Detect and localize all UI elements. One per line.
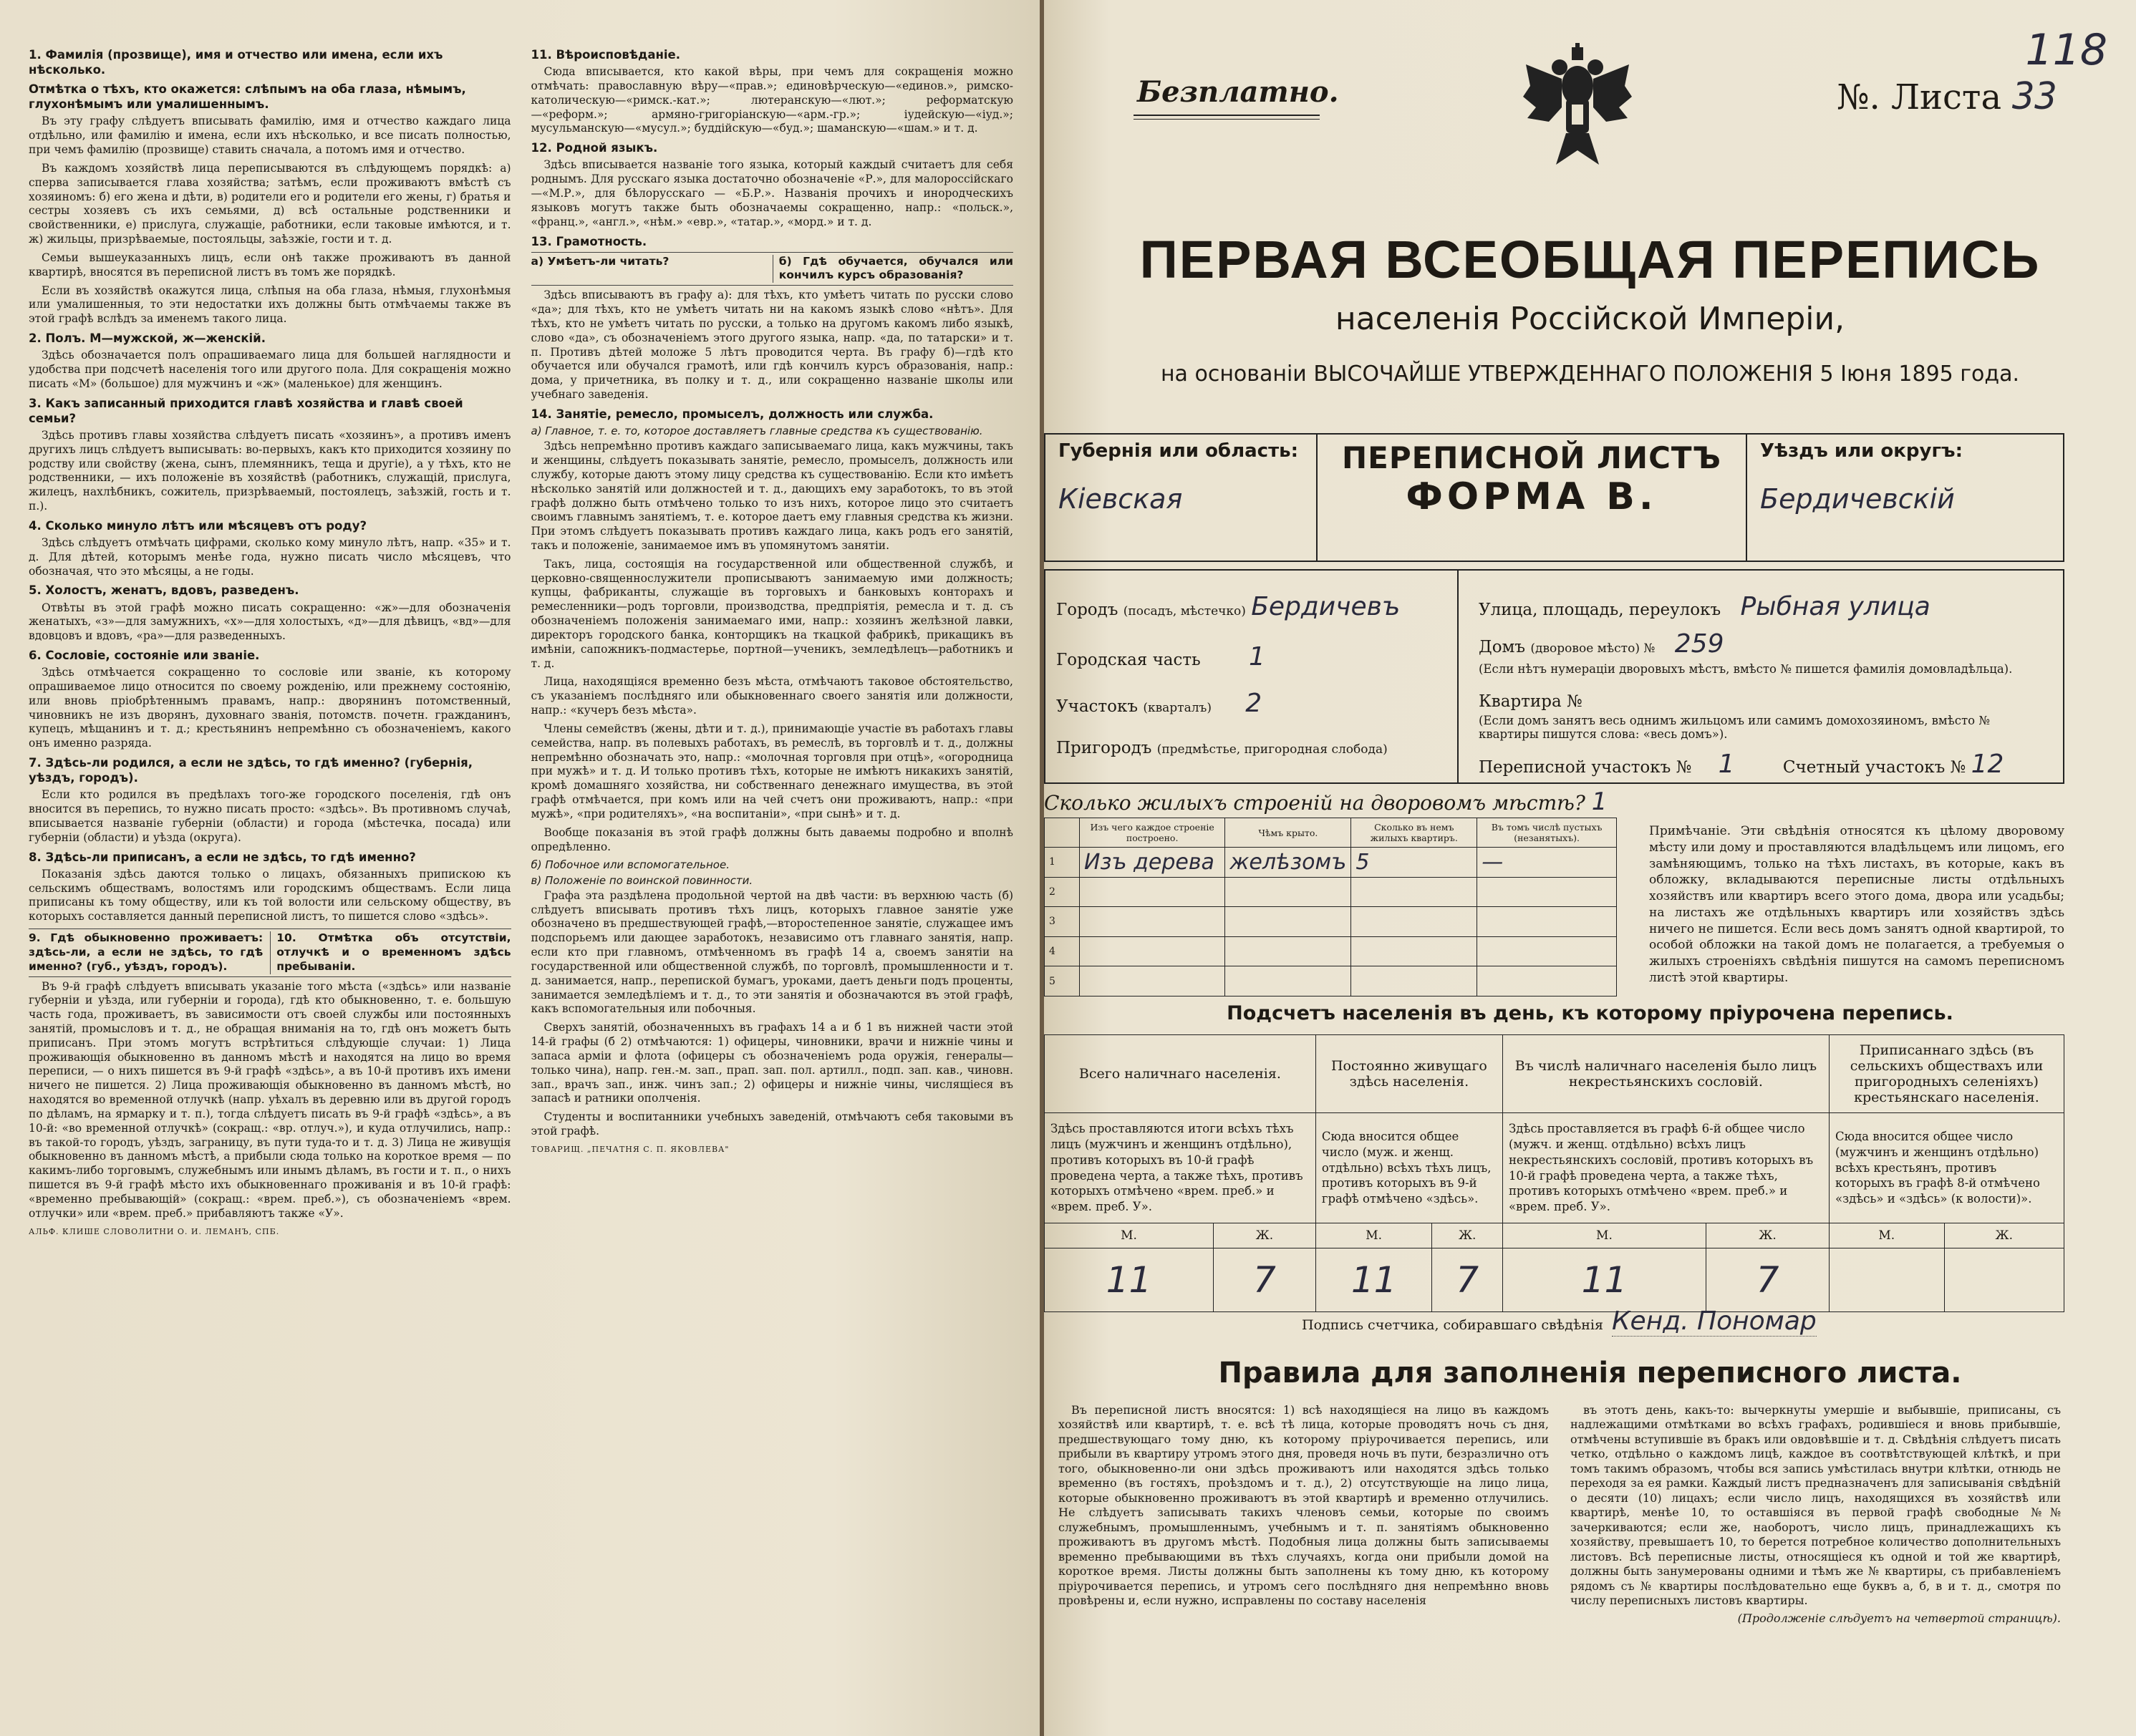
- district-value: Бердичевскій: [1760, 483, 1955, 515]
- street-value: Рыбная улица: [1740, 592, 1930, 621]
- pop-header-non-peasant: Въ числѣ наличнаго населенія было лицъ некрестьянскихъ сословій.: [1502, 1035, 1829, 1113]
- pop-header-present: Всего наличнаго населенія.: [1045, 1035, 1316, 1113]
- pop-header-resident: Постоянно живущаго здѣсь населенія.: [1315, 1035, 1502, 1113]
- left-page: [0, 0, 1042, 1736]
- buildings-cell: [1351, 877, 1477, 907]
- buildings-cell: [1225, 877, 1351, 907]
- section-heading: 6. Сословіе, состояніе или званіе.: [29, 649, 260, 662]
- buildings-row-number: 2: [1045, 877, 1080, 907]
- main-subtitle: населенія Россійской Имперіи,: [1335, 301, 1845, 337]
- rules-right-text: въ этотъ день, какъ-то: вычеркнуты умершіе и выбывшіе, приписаны, съ надлежащими отмѣтками во всѣхъ графахъ, родившіеся и вновь прибывшіе, отмѣчены вступившіе въ бракъ или овдовѣвшіе и т. д. Свѣдѣнія слѣдуетъ писать четко, отдѣльно о каждомъ лицѣ, каждое въ соотвѣтствующей клѣткѣ, и при томъ такимъ образомъ, чтобы вся запись умѣстилась внутри клѣтки, отнюдь не переходя за ея рамки. Каждый листъ предназначенъ для записыванія свѣдѣній о десяти (10) лицахъ; если число лицъ, находящихся въ хозяйствѣ или квартирѣ, менѣе 10, то оставшіяся въ первой графѣ свободные №№ зачеркиваются; если же, наоборотъ, число лицъ, принадлежащихъ къ хозяйству, превышаетъ 10, то берется потребное количество дополнительныхъ листовъ. Всѣ переписные листы, относящіеся къ одной и той же квартирѣ, должны быть занумерованы одними и тѣмъ же № квартиры, съ прибавленіемъ рядомъ съ № квартиры послѣдовательно еще буквъ а, б, в и т. д., смотря по числу переписныхъ листовъ квартиры.: [1570, 1403, 2061, 1608]
- form-type-cell: [1318, 435, 1747, 561]
- buildings-cell: [1080, 907, 1225, 937]
- rules-title: Правила для заполненія переписного листа.: [1218, 1357, 1962, 1390]
- continuation-note: (Продолженіе слѣдуетъ на четвертой страницѣ).: [1737, 1611, 2061, 1625]
- pop-value: 7: [1706, 1248, 1829, 1312]
- buildings-row: [1045, 966, 1617, 996]
- instruction-paragraph: Графа эта раздѣлена продольной чертой на двѣ части: въ верхнюю часть (б) слѣдуетъ вписывать противъ тѣхъ лицъ, которыхъ главное занятіе уже обозначено въ предшествующей графѣ,—второстепенное занятіе, служащее имъ подспорьемъ или дающее заработокъ, независимо отъ главнаго занятія, напр. если кто при главномъ, отмѣченномъ въ графѣ 14 а, своемъ занятіи на государственной или общественной службѣ, по торговлѣ, промышленности и т. д. занимается, напр., перепиской бумагъ, уроками, даетъ деньги подъ проценты, занимается земледѣліемъ и т. д., то эти занятія и обозначаются въ этой графѣ, какъ вспомогательныя или побочныя.: [531, 888, 1013, 1016]
- buildings-header-roof: Чѣмъ крыто.: [1225, 818, 1351, 848]
- pop-desc-peasant: Сюда вносится общее число (мужчинъ и женщинъ отдѣльно) всѣхъ крестьянъ, противъ которыхъ въ графѣ 8-й отмѣчено «здѣсь» и «здѣсь» (к волости)».: [1829, 1113, 2064, 1223]
- buildings-cell: [1477, 907, 1617, 937]
- sheet-number: [1837, 75, 2057, 118]
- buildings-value: 1: [1591, 787, 1608, 816]
- province-label: Губернія или область:: [1058, 440, 1298, 462]
- section-heading: 7. Здѣсь-ли родился, а если не здѣсь, то гдѣ именно? (губернія, уѣздъ, городъ).: [29, 756, 473, 785]
- precinct-field: Участокъ (кварталъ) 2: [1056, 689, 1262, 718]
- sheet-number-value: 33: [2012, 75, 2057, 118]
- paired-heading: [531, 252, 1014, 286]
- free-of-charge-label: Безплатно.: [1137, 75, 1339, 109]
- instructions-column-2: [531, 43, 1014, 1711]
- pop-desc-non-peasant: Здѣсь проставляется въ графѣ 6-й общее число (мужч. и женщ. отдѣльно) всѣхъ лицъ некрестьянскихъ сословій, противъ которыхъ въ 10-й графѣ проведена черта, а также тѣхъ, противъ которыхъ отмѣчено «врем. преб.» и «врем. преб. У».: [1502, 1113, 1829, 1223]
- province-value: Кіевская: [1058, 483, 1183, 515]
- buildings-cell: [1080, 936, 1225, 966]
- apartment-field: Квартира №: [1479, 692, 1582, 711]
- buildings-row-number: 3: [1045, 907, 1080, 937]
- buildings-cell: [1477, 877, 1617, 907]
- instruction-paragraph: Если кто родился въ предѣлахъ того-же городского поселенія, гдѣ онъ вносится въ перепись, то нужно писать просто: «здѣсь». Въ противномъ случаѣ, вписывается названіе губерніи (области) и города (мѣстечка, посада) или губерніи (области) и уѣзда (округа).: [29, 788, 511, 844]
- buildings-row-number: 5: [1045, 966, 1080, 996]
- buildings-row: [1045, 877, 1617, 907]
- buildings-cell: [1477, 966, 1617, 996]
- province-cell: [1045, 435, 1318, 561]
- pop-value: 7: [1213, 1248, 1315, 1312]
- instruction-paragraph: Въ 9-й графѣ слѣдуетъ вписывать указаніе того мѣста («здѣсь» или названіе губерніи и уѣзда, или губерніи и города), гдѣ кто обыкновенно, т. е. большую часть года, проживаетъ, въ зависимости отъ своей службы или постоянныхъ занятій, промысловъ и т. д., не обращая вниманія на то, гдѣ онъ можетъ быть приписанъ. При этомъ могутъ встрѣтиться слѣдующіе случаи: 1) Лица проживающія обыкновенно въ данномъ мѣстѣ и находятся на лицо во время переписи, — о нихъ пишется въ 9-й графѣ «здѣсь», а въ 10-й противъ ихъ имени ничего не пишется. 2) Лица проживающія обыкновенно въ данномъ мѣстѣ, но находятся во временной отлучкѣ (напр. уѣхалъ въ деревню или въ другой городъ по дѣламъ, на ярмарку и т. п.), тогда слѣдуетъ писать въ 9-й графѣ «здѣсь», а въ 10-й: «во временной отлучкѣ» (сокращ.: «вр. отлуч.»), и куда отлучились, напр.: въ такой-то городъ, уѣздъ, заграницу, въ пути туда-то и т. д. 3) Лица не живущія обыкновенно въ данномъ мѣстѣ, а прибыли сюда только на короткое время — по какимъ-либо торговымъ, служебнымъ или инымъ дѣламъ, въ гости и т. п., о нихъ пишется въ 9-й графѣ мѣсто ихъ обыкновеннаго проживанія и въ 10-й графѣ: «временно пребывающій» (сокращ.: «врем. преб.»), съ обозначеніемъ «врем. отлучки» или «врем. преб.» прибавляютъ также «У».: [29, 979, 511, 1220]
- instruction-paragraph: Показанія здѣсь даются только о лицахъ, обязанныхъ припискою къ сельскимъ обществамъ, волостямъ или городскимъ обществамъ. Если лица приписаны къ тому обществу, или къ той волости или сельскому обществу, въ которыхъ составляется данный переписной листъ, то пишется слово «здѣсь».: [29, 867, 511, 923]
- form-letter: ФОРМА В.: [1406, 475, 1658, 518]
- pop-value: [1944, 1248, 2064, 1312]
- instruction-paragraph: Отвѣты въ этой графѣ можно писать сокращенно: «ж»—для обозначенія женатыхъ, «з»—для замужнихъ, «х»—для холостыхъ, «д»—для дѣвицъ, «вд»—для вдовцовъ и вдовъ, «ра»—для разведенныхъ.: [29, 601, 511, 643]
- paired-heading-left: 9. Гдѣ обыкновенно проживаетъ: здѣсь-ли, а если не здѣсь, то гдѣ именно? (губ., уѣздъ, городъ).: [29, 931, 264, 973]
- instruction-paragraph: Здѣсь непремѣнно противъ каждаго записываемаго лица, какъ мужчины, такъ и женщины, слѣдуетъ показывать занятіе, ремесло, промыселъ, должность или службу, которые даютъ этому лицу средства къ существованію. Если кто имѣетъ нѣсколько занятій или должностей и т. д., дающихъ ему заработокъ, то въ этой графѣ должно быть отмѣчено только то изъ нихъ, которое лицо это считаетъ своимъ главнымъ занятіемъ, т. е. которое даетъ ему главныя средства къ жизни. При этомъ слѣдуетъ показывать противъ каждаго лица, какъ родъ его занятій, такъ и положеніе, занимаемое имъ въ упомянутомъ занятіи.: [531, 440, 1013, 552]
- precinct-value: 2: [1245, 689, 1262, 718]
- rules-left-text: Въ переписной листъ вносятся: 1) всѣ находящіеся на лицо въ каждомъ хозяйствѣ или квартирѣ, т. е. всѣ тѣ лица, которые проводятъ ночь съ дня, предшествующаго тому дню, къ которому пріурочивается перепись, или прибыли въ квартиру утромъ этого дня, проведя ночь въ пути, безразлично отъ того, обыкновенно-ли они здѣсь проживаютъ или находятся здѣсь только временно (въ гостяхъ, проѣздомъ и т. д.), 2) отсутствующіе на лицо лица, которые обыкновенно проживаютъ въ этой квартирѣ и временно отлучились. Не слѣдуетъ записывать такихъ членовъ семьи, которые по своимъ служебнымъ, промышленнымъ, учебнымъ и т. п. занятіямъ обыкновенно проживаютъ въ другомъ мѣстѣ. Подобныя лица должны быть записываемы временно пребывающими въ тѣхъ случаяхъ, когда они прибыли домой на короткое время. Листы должны быть заполнены къ тому дню, къ которому пріурочивается перепись, и утромъ сего послѣдняго дня непремѣнно вновь провѣрены и, если нужно, исправлены по составу населенія: [1058, 1403, 1549, 1608]
- buildings-row-number-header: [1045, 818, 1080, 848]
- pop-header-peasant: Приписаннаго здѣсь (въ сельскихъ обществахъ или пригородныхъ селеніяхъ) крестьянскаго населенія.: [1829, 1035, 2064, 1113]
- census-area-field: Переписной участокъ № 1 Счетный участокъ № 12: [1479, 750, 2004, 779]
- instruction-paragraph: Сюда вписывается, кто какой вѣры, при чемъ для сокращенія можно отмѣчать: православную вѣру—«прав.»; единовѣрческую—«единов.», римско-католическую—«римск.-кат.»; лютеранскую—«лют.»; реформатскую—«реформ.»; армяно-григоріанскую—«арм.-гр.»; іудейскую—«іуд.»; мусульманскую—«мусул.»; буддійскую—«буд.»; шаманскую—«шам.» и т. д.: [531, 65, 1013, 135]
- pop-value: 7: [1432, 1248, 1502, 1312]
- male-label: М.: [1829, 1223, 1944, 1248]
- address-fields: [1044, 569, 2064, 784]
- instruction-paragraph: Семьи вышеуказанныхъ лицъ, если онѣ также проживаютъ въ данной квартирѣ, вносятся въ переписной листъ въ томъ же порядкѣ.: [29, 251, 511, 278]
- instructions-column-1: [29, 43, 511, 1711]
- pop-desc-resident: Сюда вносится общее число (муж. и женщ. отдѣльно) всѣхъ тѣхъ лицъ, противъ которыхъ въ 9-й графѣ отмѣчено «здѣсь».: [1315, 1113, 1502, 1223]
- subsection-heading: а) Главное, т. е. то, которое доставляетъ главные средства къ существованію.: [531, 425, 983, 437]
- female-label: Ж.: [1706, 1223, 1829, 1248]
- male-label: М.: [1502, 1223, 1706, 1248]
- population-table: [1044, 1034, 2064, 1312]
- count-area-value: 12: [1971, 750, 2004, 779]
- pop-value: 11: [1045, 1248, 1214, 1312]
- buildings-row: [1045, 907, 1617, 937]
- decorative-rule: [1134, 115, 1320, 120]
- instruction-paragraph: Въ эту графу слѣдуетъ вписывать фамилію, имя и отчество каждаго лица отдѣльно, или фамилію и имена, если ихъ нѣсколько, и все писать полностью, при чемъ фамилію (прозвище) ставить сначала, а потомъ имя и отчество.: [29, 115, 511, 157]
- instruction-paragraph: Студенты и воспитанники учебныхъ заведеній, отмѣчаютъ себя таковыми въ этой графѣ.: [531, 1110, 1013, 1138]
- printer-imprint: ТОВАРИЩ. „ПЕЧАТНЯ С. П. ЯКОВЛЕВА": [531, 1144, 730, 1154]
- instruction-paragraph: Здѣсь противъ главы хозяйства слѣдуетъ писать «хозяинъ», а противъ именъ другихъ лицъ слѣдуетъ выписывать: во-первыхъ, какъ кто приходится хозяину по родству или свойству (жена, сынъ, племянникъ, теща и другіе), а у тѣхъ, кто не родственники, — ихъ положеніе въ хозяйствѣ (работникъ, служащій, прислуга, жилецъ, нахлѣбникъ, сожитель, призрѣваемый, постоялецъ, заѣзжій, гость и т. п.).: [29, 428, 511, 513]
- instruction-paragraph: Такъ, лица, состоящія на государственной или общественной службѣ, и церковно-священнослужители прописываютъ занимаемую ими должность; купцы, фабриканты, служащіе въ торговыхъ и банковыхъ конторахъ и ремесленники—родъ торговли, производства, предпріятія, ремесла и т. д. съ обозначеніемъ положенія занимаемаго ими, напр.: хозяинъ желѣзной лавки, директоръ городского банка, конторщикъ на ткацкой фабрикѣ, прикащикъ въ имѣніи, сапожникъ-подмастерье, портной—ученикъ, земледѣлецъ—работникъ и т. д.: [531, 557, 1013, 670]
- pop-value: 11: [1502, 1248, 1706, 1312]
- buildings-cell: [1351, 907, 1477, 937]
- section-heading: 5. Холостъ, женатъ, вдовъ, разведенъ.: [29, 583, 299, 598]
- city-field: Городъ (посадъ, мѣстечко) Бердичевъ: [1056, 592, 1401, 621]
- district-label: Уѣздъ или округъ:: [1760, 440, 1963, 462]
- section-heading: 13. Грамотность.: [531, 234, 647, 248]
- subsection-heading: в) Положеніе по воинской повинности.: [531, 873, 753, 887]
- decree-line: на основаніи ВЫСОЧАЙШЕ УТВЕРЖДЕННАГО ПОЛОЖЕНІЯ 5 Іюня 1895 года.: [1160, 362, 2020, 387]
- buildings-cell: [1080, 877, 1225, 907]
- rules-text: [1058, 1403, 2061, 1626]
- buildings-table: [1044, 818, 1617, 996]
- buildings-cell: [1225, 936, 1351, 966]
- suburb-field: Пригородъ (предмѣстье, пригородная слобода): [1056, 739, 1388, 757]
- archive-folio-number: 118: [2025, 25, 2107, 75]
- section-heading: 8. Здѣсь-ли приписанъ, а если не здѣсь, то гдѣ именно?: [29, 850, 416, 864]
- buildings-cell: [1477, 936, 1617, 966]
- buildings-cell: [1225, 907, 1351, 937]
- buildings-header-empty: Въ томъ числѣ пустыхъ (незанятыхъ).: [1477, 818, 1617, 848]
- pop-value: 11: [1315, 1248, 1432, 1312]
- buildings-cell: —: [1477, 848, 1617, 878]
- instruction-paragraph: Вообще показанія въ этой графѣ должны быть даваемы подробно и вполнѣ опредѣленно.: [531, 825, 1013, 853]
- subsection-heading: б) Побочное или вспомогательное.: [531, 858, 730, 872]
- city-part-value: 1: [1248, 642, 1265, 671]
- section-heading: 3. Какъ записанный приходится главѣ хозяйства и главѣ своей семьи?: [29, 396, 463, 425]
- male-label: М.: [1045, 1223, 1214, 1248]
- double-headed-eagle-icon: [1520, 43, 1635, 179]
- section-heading: 11. Вѣроисповѣданіе.: [531, 48, 680, 62]
- section-heading: 1. Фамилія (прозвище), имя и отчество или имена, если ихъ нѣсколько.: [29, 48, 443, 77]
- pop-value: [1829, 1248, 1944, 1312]
- house-field: Домъ (дворовое мѣсто) № 259: [1479, 629, 1724, 659]
- paired-heading-left: а) Умѣетъ-ли читать?: [531, 254, 670, 268]
- female-label: Ж.: [1432, 1223, 1502, 1248]
- buildings-cell: 5: [1351, 848, 1477, 878]
- apartment-footnote: (Если домъ занятъ весь однимъ жильцомъ или самимъ домохозяиномъ, вмѣсто № квартиры пишутся слова: «весь домъ»).: [1479, 714, 1990, 741]
- paired-heading-right: 10. Отмѣтка объ отсутствіи, отлучкѣ и о временномъ здѣсь пребываніи.: [270, 931, 511, 974]
- buildings-cell: [1225, 966, 1351, 996]
- buildings-row-number: 4: [1045, 936, 1080, 966]
- buildings-row: [1045, 848, 1617, 878]
- paired-heading: [29, 928, 511, 976]
- pop-desc-present: Здѣсь проставляются итоги всѣхъ тѣхъ лицъ (мужчинъ и женщинъ отдѣльно), противъ которыхъ въ 10-й графѣ проведена черта, а также тѣхъ, противъ которыхъ отмѣчено «врем. преб.» и «врем. преб. У».: [1045, 1113, 1316, 1223]
- section-heading: 14. Занятіе, ремесло, промыселъ, должность или служба.: [531, 407, 934, 421]
- census-form-page: [1044, 0, 2136, 1736]
- sheet-number-label: №. Листа: [1837, 77, 2002, 117]
- form-header-box: [1044, 433, 2064, 562]
- instruction-paragraph: Здѣсь обозначается полъ опрашиваемаго лица для большей наглядности и удобства при подсчетѣ населенія того или другого пола. Для сокращенія можно писать «М» (большое) для мужчинъ и «ж» (маленькое) для женщинъ.: [29, 349, 511, 390]
- instruction-paragraph: Сверхъ занятій, обозначенныхъ въ графахъ 14 а и б 1 въ нижней части этой 14-й графы (б 2) отмѣчаются: 1) офицеры, чиновники, врачи и нижніе чины и запаса арміи и флота (офицеры съ обозначеніемъ рода оружія, генералы—только чина), напр. ген.-м. зап., прап. зап. пол. артилл., подп. зап. кав., чиновн. зап., врачъ зап., инж. чинъ зап.; 2) офицеры и нижніе чины, числящіеся въ запасѣ и ратники ополченія.: [531, 1021, 1013, 1105]
- male-label: М.: [1315, 1223, 1432, 1248]
- address-divider: [1457, 571, 1459, 782]
- instruction-paragraph: Здѣсь вписываютъ въ графу а): для тѣхъ, кто умѣетъ читать по русски слово «да»; для тѣхъ, кто не умѣетъ читать ни на какомъ языкѣ слово «нѣтъ». Для тѣхъ, кто не умѣетъ читать по русски, а только на другомъ какомъ либо языкѣ, слово «да», съ обозначеніемъ этого другого языка, напр. «да, по татарски» и т. п. Противъ дѣтей моложе 5 лѣтъ проводится черта. Въ графу б)—гдѣ кто обучается или обучался грамотѣ, или гдѣ кончилъ курсъ образованія, напр.: дома, у причетника, въ полку и т. д., или сокращенно названіе школы или учебнаго заведенія.: [531, 288, 1013, 402]
- enumerator-signature: Подпись счетчика, собиравшаго свѣдѣнія Кенд. Пономар: [1302, 1306, 1817, 1336]
- main-title: ПЕРВАЯ ВСЕОБЩАЯ ПЕРЕПИСЬ: [1139, 230, 2041, 289]
- section-heading: 12. Родной языкъ.: [531, 141, 658, 155]
- instruction-paragraph: Въ каждомъ хозяйствѣ лица переписываются въ слѣдующемъ порядкѣ: а) сперва записывается глава хозяйства; затѣмъ, если проживаютъ вмѣстѣ съ хозяиномъ: б) его жена и дѣти, в) родители его и родители его жены, г) братья и сестры хозяевъ съ ихъ семьями, д) всѣ остальные родственники и свойственники, е) прислуга, служащіе, работники, если таковые имѣются, и т. ж) жильцы, призрѣваемые, постояльцы, заѣзжіе, гости и т. д.: [29, 161, 511, 246]
- instruction-paragraph: Если въ хозяйствѣ окажутся лица, слѣпыя на оба глаза, нѣмыя, глухонѣмыя или умалишенныя, то эти недостатки ихъ должны быть отмѣчаемы также въ этой графѣ вслѣдъ за именемъ такого лица.: [29, 283, 511, 326]
- female-label: Ж.: [1213, 1223, 1315, 1248]
- form-title: ПЕРЕПИСНОЙ ЛИСТЪ: [1341, 440, 1722, 475]
- buildings-cell: желѣзомъ: [1225, 848, 1351, 878]
- section-heading: 2. Полъ. М—мужской, ж—женскій.: [29, 331, 266, 346]
- instruction-paragraph: Здѣсь слѣдуетъ отмѣчать цифрами, сколько кому минуло лѣтъ, напр. «35» и т. д. Для дѣтей, которымъ менѣе года, нужно писать число мѣсяцевъ, что обозначая, что это мѣсяцы, а не годы.: [29, 535, 511, 578]
- female-label: Ж.: [1944, 1223, 2064, 1248]
- buildings-question: Сколько жилыхъ строеній на дворовомъ мѣстѣ? 1: [1044, 787, 1608, 816]
- section-heading: 4. Сколько минуло лѣтъ или мѣсяцевъ отъ роду?: [29, 518, 367, 533]
- buildings-header-apartments: Сколько въ немъ жилыхъ квартиръ.: [1351, 818, 1477, 848]
- instruction-paragraph: Члены семействъ (жены, дѣти и т. д.), принимающіе участіе въ работахъ главы семейства, напр. въ полевыхъ работахъ, въ ремеслѣ, въ торговлѣ и т. д., должны непремѣнно обозначать это, напр.: «молочная торговля при отцѣ», «огородница при мужѣ» и т. д. И только противъ тѣхъ, которые не имѣютъ никакихъ занятій, кромѣ домашняго хозяйства, ни собственнаго денежнаго имущества, въ этой графѣ отмѣчается, при комъ или на чей счетъ они проживаютъ, напр.: «при мужѣ», «при родителяхъ», «на воспитаніи», «при сынѣ» и т. д.: [531, 722, 1013, 820]
- instruction-paragraph: Здѣсь отмѣчается сокращенно то сословіе или званіе, къ которому опрашиваемое лицо относится по своему рожденію, или прежнему состоянію, или вновь пріобрѣтеннымъ правамъ, напр.: дворянинъ потомственный, чиновникъ не изъ дворянъ, духовнаго званія, потомств. почетн. гражданинъ, купецъ, мѣщанинъ и т. д.; крестьянинъ непремѣнно съ обозначеніемъ, какого онъ именно разряда.: [29, 666, 511, 750]
- buildings-row-number: 1: [1045, 848, 1080, 878]
- buildings-cell: [1351, 966, 1477, 996]
- census-area-value: 1: [1718, 750, 1735, 779]
- buildings-note: Примѣчаніе. Эти свѣдѣнія относятся къ цѣлому дворовому мѣсту или дому и проставляются владѣльцемъ или лицомъ, его замѣняющимъ, только на тѣхъ листахъ, въ которые, какъ въ обложку, вкладываются переписные листы отдѣльныхъ хозяйствъ или квартиръ всего этого дома, двора или усадьбы; на листахъ же отдѣльныхъ квартиръ или хозяйствъ здѣсь ничего не пишется. Если весь домъ занятъ одной квартирой, то особой обложки на такой домъ не полагается, а требуемыя о жилыхъ строеніяхъ свѣдѣнія пишутся на самомъ переписномъ листѣ этой квартиры.: [1649, 824, 2064, 985]
- buildings-cell: Изъ дерева: [1080, 848, 1225, 878]
- instruction-paragraph: Здѣсь вписывается названіе того языка, который каждый считаетъ для себя роднымъ. Для русскаго языка достаточно обозначеніе «Р.», для малороссійскаго—«М.Р.», для бѣлорусскаго — «Б.Р.». Названія прочихъ и инородческихъ языковъ могутъ также быть обозначаемы сокращенно, напр.: «польск.», «франц.», «англ.», «нѣм.» «евр.», «татар.», «морд.» и т. д.: [531, 158, 1013, 228]
- buildings-cell: [1351, 936, 1477, 966]
- buildings-row: [1045, 936, 1617, 966]
- buildings-header-material: Изъ чего каждое строеніе построено.: [1080, 818, 1225, 848]
- population-count-title: Подсчетъ населенія въ день, къ которому пріурочена перепись.: [1227, 1002, 1953, 1024]
- district-cell: [1747, 435, 2063, 561]
- instruction-paragraph: Лица, находящіяся временно безъ мѣста, отмѣчаютъ таковое обстоятельство, съ указаніемъ послѣдняго или обыкновеннаго своего занятія или должности, напр.: «кучеръ безъ мѣста».: [531, 675, 1013, 717]
- signature-value: Кенд. Пономар: [1612, 1306, 1817, 1336]
- street-field: Улица, площадь, переулокъ Рыбная улица: [1479, 592, 1930, 621]
- city-part-field: Городская часть 1: [1056, 642, 1265, 671]
- city-value: Бердичевъ: [1251, 592, 1401, 621]
- buildings-cell: [1080, 966, 1225, 996]
- printer-imprint: АЛЬФ. КЛИШЕ СЛОВОЛИТНИ О. И. ЛЕМАНЪ, СПБ.: [29, 1226, 280, 1236]
- section-heading: Отмѣтка о тѣхъ, кто окажется: слѣпымъ на оба глаза, нѣмымъ, глухонѣмымъ или умалишеннымъ.: [29, 82, 466, 112]
- paired-heading-right: б) Гдѣ обучается, обучался или кончилъ курсъ образованія?: [773, 255, 1013, 283]
- house-value: 259: [1674, 629, 1724, 659]
- house-footnote: (Если нѣтъ нумераціи дворовыхъ мѣстъ, вмѣсто № пишется фамилія домовладѣльца).: [1479, 662, 2013, 676]
